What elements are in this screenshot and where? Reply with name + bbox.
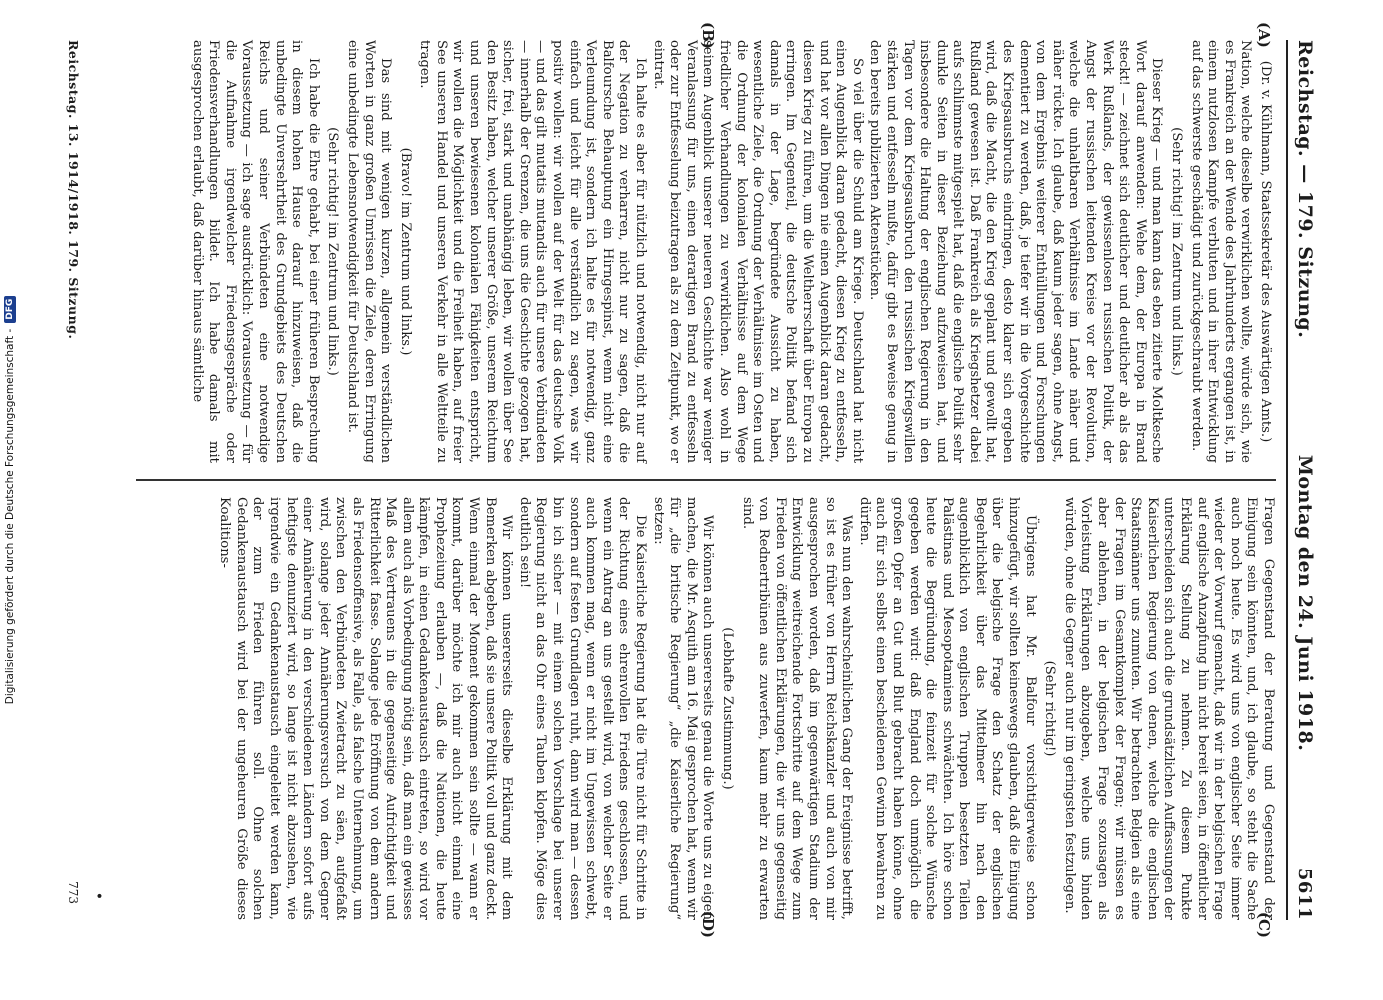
margin-letter-a: (A) xyxy=(1255,22,1273,48)
left-column xyxy=(136,22,1276,481)
paragraph: Das sind mit wenigen kurzen, allgemein verständlichen Worten in ganz großen Umrissen die Ziele, deren Erringung eine unbedingte Lebensnotwendigkeit für Deutschland ist. xyxy=(344,40,394,463)
reaction: (Sehr richtig!) xyxy=(1042,660,1058,757)
header-left: Reichstag. — 179. Sitzung. xyxy=(1294,40,1316,339)
margin-letter-c: (C) xyxy=(1255,911,1273,938)
paragraph: Nation, welche dieselbe verwirklichen wollte, würde sich, wie es Frankreich an der Wende des Jahrhunderts ergangen ist, in einem nutzlosen Kampfe verbluten und in ihrer Entwicklung auf das schwerste geschädigt und zurückgeschraubt werden. xyxy=(1188,40,1254,463)
reaction: (Lebhafte Zustimmung.) xyxy=(720,627,735,790)
paragraph: Was nun den wahrscheinlichen Gang der Ereignisse betrifft, so ist es früher von Herrn Reichskanzler und auch von mir ausgesprochen worden, daß im gegenwärtigen Stadium der Entwicklung weitreichende Fortschritte auf dem Wege zum Frieden von öffentlichen Erklärungen, die wir uns gegenseitig von Rednertribünen aus zuwerfen, kaum mehr zu erwarten sind. xyxy=(739,497,855,920)
paragraph: Ich habe die Ehre gehabt, bei einer früheren Besprechung in diesem hohen Hause darauf hinzuweisen, daß die unbedingte Unversehrtheit des Grundgebiets des Deutschen Reichs und seiner Verbündeten eine notwendige Voraussetzung — ich sage ausdrücklich: Voraussetzung — für die Aufnahme irgendwelcher Friedensgespräche oder Friedensverhandlungen bildet. Ich habe damals mit ausgesprochen erlaubt, daß darüber hinaus sämtliche xyxy=(189,40,321,463)
reaction: (Bravo! im Zentrum und links.) xyxy=(397,147,413,356)
right-column xyxy=(136,481,1276,938)
paragraph: Übrigens hat Mr. Balfour vorsichtigerweise schon hinzugefügt, wir sollten keineswegs glauben, daß die Einigung über die belgische Frage den Schatz der englischen Begehrlichkeit über das Mittelmeer hin nach den augenblicklich von englischen Truppen besetzten Teilen Palästinas und Mesopotamiens schwächten. Ich höre schon heute die Begründung, die feinzeit für solche Wünsche gegeben werden wird: daß England doch unmöglich die großen Opfer an Gut und Blut gebracht haben könne, ohne auch für sich selbst einen bescheidenen Gewinn bewahren zu dürfen. xyxy=(856,497,1038,920)
page-header xyxy=(1286,40,1316,920)
dfg-logo-icon: DFG xyxy=(4,296,16,323)
paragraph: Wir können unsererseits dieselbe Erklärung mit dem Bemerken abgeben, daß sie unsere Politik voll und ganz deckt. Wenn einmal der Moment gekommen sein sollte — wann er kommt, darüber möchte ich mir auch nicht einmal eine Prophezeiung erlauben —, daß die Nationen, die heute kämpfen, in einen Gedankenaustausch eintreten, so wird vor allem auch als Vorbedingung nötig sein, daß man ein gewisses Maß des Vertrauens in die gegenseitige Aufrichtigkeit und Ritterlichkeit fasse. Solange jede Eröffnung von dem andern als Friedensoffensive, als Falle, als falsche Unternehmung, um zwischen den Verbündeten Zwietracht zu säen, aufgefaßt wird, solange jeder Annäherungsversuch von dem Gegner einer Annäherung in den verschiedenen Ländern sofort aufs heftigste denunziert wird, so lange ist nicht abzusehen, wie irgendwie ein Gedankenaustausch eingeleitet werden kann, der zum Frieden führen soll. Ohne solchen Gedankenaustausch wird bei der ungeheuren Größe dieses Koalitions- xyxy=(217,497,515,920)
footer-signature: Reichstag. 13. 1914/1918. 179. Sitzung. xyxy=(66,40,81,340)
paragraph: Dieser Krieg — und man kann das eben zitierte Moltkesche Wort darauf anwenden: Wehe dem, der Europa in Brand steckt! — zeichnet sich deutlicher und deutlicher ab als das Werk Rußlands, der gewissenlosen russischen Politik, der Angst der russischen leitenden Kreise vor der Revolution, welche die unhaltbaren Verhältnisse im Lande näher und näher rückte. Ich glaube, daß kaum jeder sagen, ohne Angst, von dem Ergebnis weiterer Enthüllungen und Forschungen dementiert zu werden, daß, je tiefer wir in die Vorgeschichte des Kriegsausbruchs eindringen, desto klarer sich ergeben wird, daß die Macht, die den Krieg geplant und gewollt hat, Rußland gewesen ist. Daß Frankreich als Kriegshetzer dabei aufs schlimmste mitgespielt hat, daß die englische Politik sehr dunkle Seiten in dieser Beziehung aufzuweisen hat, und insbesondere die Haltung der englischen Regierung in den Tagen vor dem Kriegsausbruch den russischen Kriegswillen stärken und entfesseln mußte, dafür gibt es Beweise genug in den bereits publizierten Aktenstücken. xyxy=(867,40,1165,463)
header-right: Montag den 24. Juni 1918. xyxy=(1294,454,1316,752)
paragraph: Wir können auch unsererseits genau die Worte uns zu eigen machen, die Mr. Asquith am 16. Mai gesprochen hat, wenn wir für „die britische Regierung“ „die Kaiserliche Regierung“ setzen: xyxy=(650,497,716,920)
margin-letter-b: (B) xyxy=(699,22,717,49)
paragraph: Fragen Gegenstand der Beratung und Gegenstand der Einigung sein könnten, und, ich glaube, so steht die Sache auch noch heute. Es wird uns von englischer Seite immer wieder der Vorwurf gemacht, daß wir in der belgischen Frage auf englische Anzapfung hin nicht bereit seien, in öffentlicher Erklärung Stellung zu nehmen. Zu diesem Punkte unterscheiden sich auch die grundsätzlichen Auffassungen der Kaiserlichen Regierung von denen, welche die englischen Staatsmänner uns zumuten. Wir betrachten Belgien als eine der Fragen im Gesamtkomplex der Fragen; wir müssen es aber ablehnen, in der belgischen Frage sozusagen als Vorleistung Erklärungen abzugeben, welche uns binden würden, ohne die Gegner auch nur im geringsten festzulegen. xyxy=(1061,497,1276,920)
text-columns xyxy=(136,22,1276,938)
footer-page-number: 773 xyxy=(66,881,80,904)
scanned-page xyxy=(60,20,1330,940)
paragraph: So viel über die Schuld am Kriege. Deutschland hat nicht einen Augenblick daran gedacht, diesen Krieg zu entfesseln, und hat vor allen Dingen nie einen Augenblick daran gedacht, diesen Krieg zu führen, um die Weltherrschaft über Europa zu erringen. Im Gegenteil, die deutsche Politik befand sich damals in der Lage, begründete Aussicht zu haben, wesentliche Ziele, die Ordnung der Verhältnisse im Osten und die Ordnung der kolonialen Verhältnisse auf dem Wege friedlicher Verhandlungen zu verwirklichen. Also wohl in seinem Augenblick unserer neueren Geschichte war weniger Veranlassung für uns, einen derartigen Brand zu entfesseln oder zur Entfesselung beizutragen als zu dem Zeitpunkt, wo er eintrat. xyxy=(650,40,865,463)
speaker-line: (Dr. v. Kühlmann, Staatssekretär des Auswärtigen Amts.) xyxy=(1258,60,1273,443)
dfg-funding-notice xyxy=(0,0,20,1000)
reaction: (Sehr richtig! im Zentrum und links.) xyxy=(1169,127,1185,376)
margin-letter-d: (D) xyxy=(699,910,717,938)
paragraph: Ich halte es aber für nützlich und notwendig, nicht nur auf der Negation zu verharren, nicht nur zu sagen, daß die Balfoursche Behauptung ein Hirngespinst, wenn nicht eine Verleumdung ist, sondern ich halte es für notwendig, ganz einfach und leicht für alle verständlich zu sagen, was wir positiv wollen: wir wollen auf der Welt für das deutsche Volk — und das gilt mutatis mutandis auch für unsere Verbündeten — innerhalb der Grenzen, die uns die Geschichte gezogen hat, sicher, frei, stark und unabhängig leben, wir wollen über See den Besitz haben, welcher unserer Größe, unserem Reichtum und unseren bewiesenen kolonialen Fähigkeiten entspricht, wir wollen die Möglichkeit und die Freiheit haben, auf freier See unseren Handel und unseren Verkehr in alle Weltteile zu tragen. xyxy=(417,40,649,463)
dfg-notice-text: Digitalisierung gefördert durch die Deutsche Forschungsgemeinschaft - xyxy=(4,328,16,705)
reaction: (Sehr richtig! im Zentrum und links.) xyxy=(325,127,341,376)
footer-bullet: • xyxy=(90,891,106,900)
quotation: Die Kaiserliche Regierung hat die Türe nicht für Schritte in der Richtung eines ehrenvollen Friedens geschlossen, und wenn ein Antrag an uns gestellt wird, von welcher Seite er auch kommen mag, wenn er nicht im Ungewissen schwebt, sondern auf festen Grundlagen ruht, dann wird man — dessen bin ich sicher — mit einem solchen Vorschlage bei unserer Regierung nicht an das Ohr eines Tauben klopfen. Möge dies deutlich sein! xyxy=(516,497,649,920)
page-number: 5611 xyxy=(1294,867,1315,920)
